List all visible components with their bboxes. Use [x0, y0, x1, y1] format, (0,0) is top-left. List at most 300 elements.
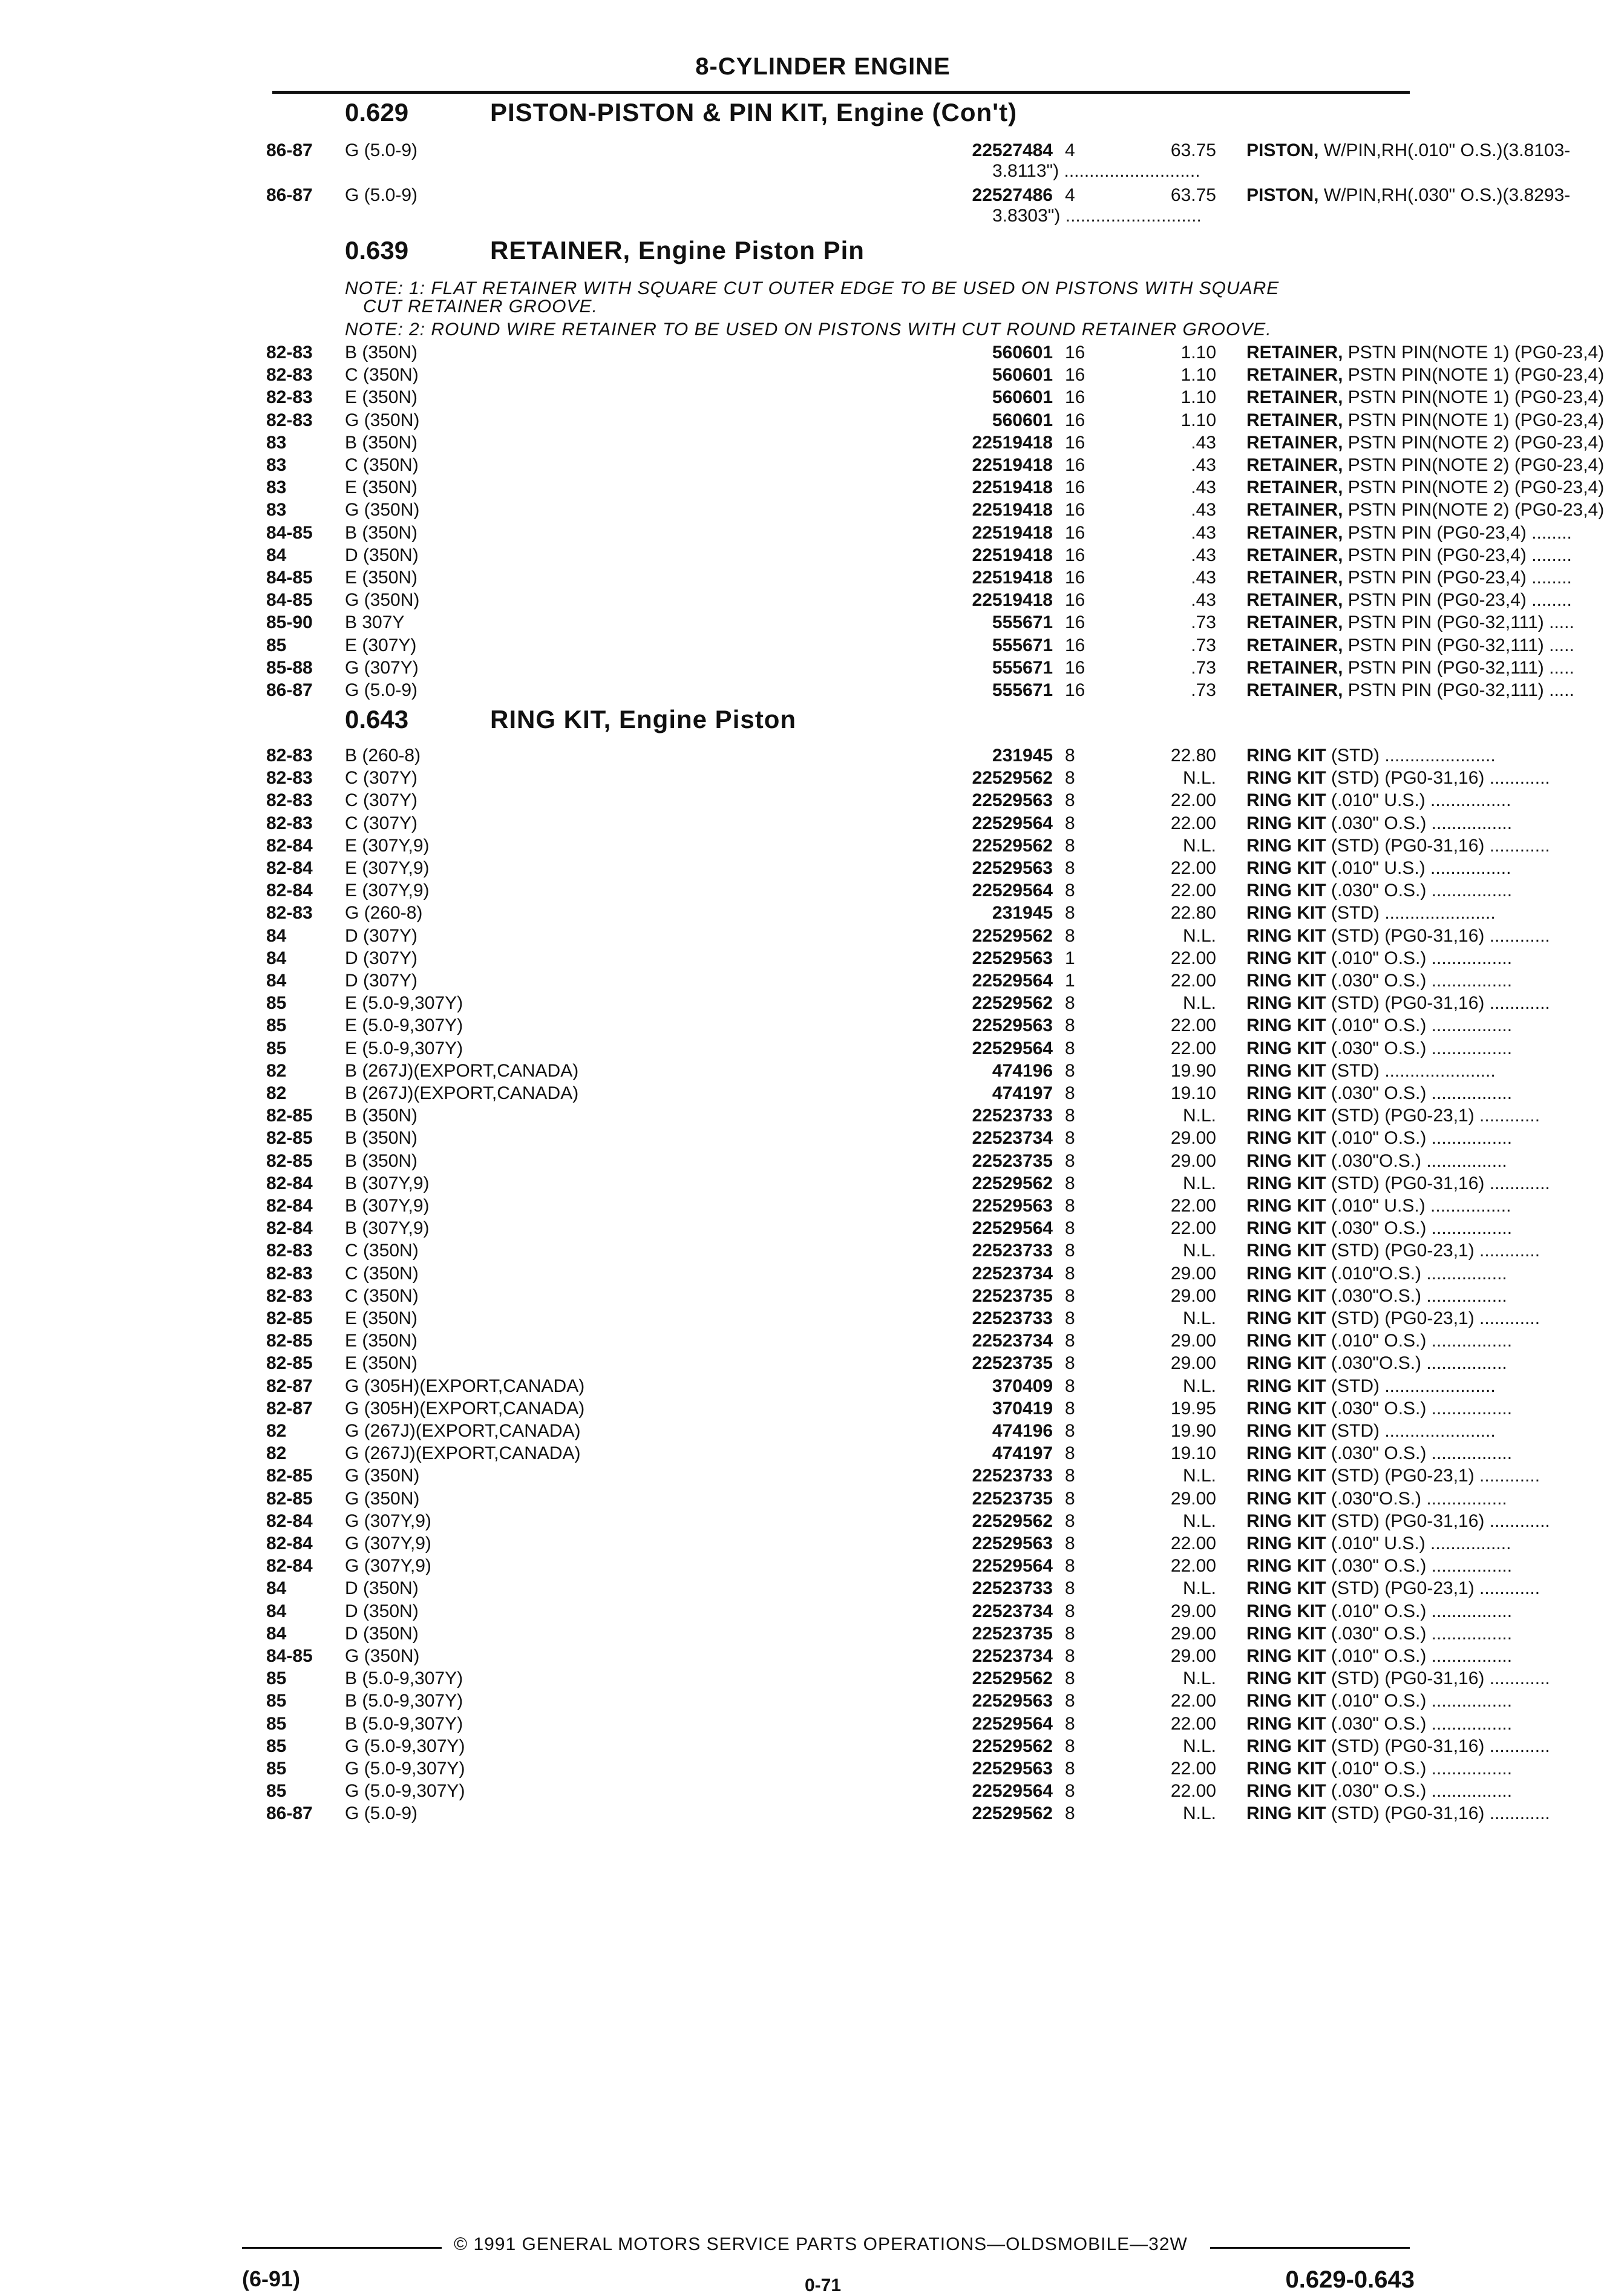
part-number: 22529562 — [972, 993, 1053, 1014]
description — [1246, 1691, 1512, 1711]
table-row — [266, 522, 1572, 545]
quantity: 8 — [1065, 1376, 1075, 1396]
part-spec: (.030"O.S.) ................ — [1326, 1150, 1507, 1171]
quantity: 8 — [1065, 1556, 1075, 1576]
quantity: 8 — [1065, 881, 1075, 901]
part-number: 22529563 — [972, 1196, 1053, 1216]
part-name: RING KIT — [1246, 1421, 1326, 1441]
part-spec: (.030" O.S.) ................ — [1326, 1556, 1513, 1576]
price: 22.00 — [1170, 881, 1216, 901]
model-engine: G (350N) — [345, 410, 420, 430]
table-row — [266, 1398, 1513, 1421]
description — [1246, 635, 1574, 656]
quantity: 8 — [1065, 1578, 1075, 1599]
part-number: 22519418 — [972, 522, 1053, 543]
price: 29.00 — [1170, 1128, 1216, 1149]
description — [1246, 1286, 1507, 1307]
description-continued: 3.8113") ........................... — [992, 161, 1200, 181]
price: 22.00 — [1170, 1781, 1216, 1802]
description — [1246, 1399, 1512, 1419]
description — [1246, 813, 1512, 834]
part-name: RING KIT — [1246, 1556, 1326, 1576]
description — [1246, 1601, 1512, 1622]
part-name: RING KIT — [1246, 1038, 1326, 1058]
model-engine: E (350N) — [345, 568, 418, 588]
price: 22.00 — [1170, 1015, 1216, 1036]
description — [1246, 1173, 1550, 1194]
part-number: 560601 — [992, 410, 1053, 430]
part-name: RING KIT — [1246, 903, 1326, 923]
table-row — [266, 1060, 1496, 1083]
part-spec: (.010" U.S.) ................ — [1326, 1533, 1511, 1553]
model-engine: D (307Y) — [345, 948, 418, 968]
part-spec: (STD) (PG0-23,1) ............ — [1326, 1106, 1540, 1126]
description — [1246, 1218, 1512, 1239]
model-year: 82-84 — [266, 835, 313, 856]
model-year: 84 — [266, 1578, 287, 1599]
part-number: 555671 — [992, 612, 1053, 633]
model-engine: E (307Y,9) — [345, 881, 430, 901]
model-engine: B (350N) — [345, 1106, 418, 1126]
model-year: 86-87 — [266, 680, 313, 700]
model-engine: C (307Y) — [345, 768, 418, 789]
price: .43 — [1191, 432, 1216, 453]
price: 29.00 — [1170, 1285, 1216, 1306]
quantity: 8 — [1065, 1196, 1075, 1216]
table-row — [266, 971, 1513, 993]
part-number: 22523733 — [972, 1308, 1053, 1328]
quantity: 8 — [1065, 1038, 1075, 1058]
description — [1246, 387, 1604, 408]
part-name: RING KIT — [1246, 858, 1326, 878]
description — [1246, 1668, 1550, 1689]
table-row — [266, 387, 1604, 410]
model-year: 84 — [266, 545, 287, 565]
model-engine: G (5.0-9) — [345, 1803, 418, 1824]
table-row — [266, 1803, 1550, 1826]
part-name: RING KIT — [1246, 1713, 1326, 1734]
part-spec: PSTN PIN(NOTE 1) (PG0-23,4) — [1343, 365, 1604, 385]
part-number: 22529562 — [972, 1803, 1053, 1824]
part-name: RING KIT — [1246, 1646, 1326, 1666]
part-spec: (.030" O.S.) ................ — [1326, 971, 1513, 991]
table-row — [266, 1533, 1511, 1556]
table-row — [266, 881, 1513, 903]
part-spec: PSTN PIN(NOTE 1) (PG0-23,4) — [1343, 387, 1604, 408]
section-number: 0.639 — [345, 236, 409, 264]
description — [1246, 971, 1512, 991]
model-engine: B (307Y,9) — [345, 1218, 430, 1239]
page-header-title: 8-CYLINDER ENGINE — [695, 53, 951, 80]
model-year: 82-85 — [266, 1331, 313, 1351]
part-spec: (STD) ...................... — [1326, 903, 1496, 923]
part-number: 22523733 — [972, 1466, 1053, 1486]
price: .43 — [1191, 500, 1216, 520]
table-row — [266, 1106, 1540, 1128]
part-name: RETAINER, — [1246, 365, 1343, 385]
price: 29.00 — [1170, 1601, 1216, 1621]
part-number: 231945 — [992, 746, 1053, 766]
model-engine: G (305H)(EXPORT,CANADA) — [345, 1398, 585, 1419]
part-number: 22519418 — [972, 500, 1053, 520]
part-number: 22523735 — [972, 1150, 1053, 1171]
part-name: RING KIT — [1246, 1083, 1326, 1103]
price: 22.00 — [1170, 1196, 1216, 1216]
description — [1246, 1241, 1540, 1261]
price: N.L. — [1182, 993, 1216, 1014]
part-number: 474196 — [992, 1060, 1053, 1081]
table-row — [266, 410, 1604, 433]
table-row — [266, 185, 1571, 208]
model-year: 82-83 — [266, 365, 313, 385]
description — [1246, 1781, 1512, 1802]
model-engine: G (5.0-9,307Y) — [345, 1736, 465, 1756]
description — [1246, 477, 1604, 498]
table-row — [266, 680, 1574, 703]
model-year: 82-84 — [266, 1533, 313, 1553]
part-number: 555671 — [992, 680, 1053, 700]
model-year: 84 — [266, 948, 287, 968]
description — [1246, 903, 1496, 923]
part-name: RING KIT — [1246, 1736, 1326, 1756]
table-row — [266, 746, 1496, 768]
model-engine: G (350N) — [345, 1466, 420, 1486]
part-number: 22529562 — [972, 1173, 1053, 1193]
part-spec: (.030" O.S.) ................ — [1326, 813, 1513, 833]
part-name: RETAINER, — [1246, 343, 1343, 362]
description — [1246, 836, 1550, 856]
price: 22.00 — [1170, 971, 1216, 991]
part-number: 22529563 — [972, 1533, 1053, 1553]
quantity: 16 — [1065, 657, 1085, 678]
note-2: NOTE: 2: ROUND WIRE RETAINER TO BE USED ON PISTONS WITH CUT ROUND RETAINER GROOVE. — [345, 320, 1272, 339]
footer-section-range: 0.629-0.643 — [1285, 2266, 1415, 2293]
part-spec: PSTN PIN(NOTE 2) (PG0-23,4) — [1343, 455, 1604, 475]
table-row — [266, 1556, 1513, 1578]
part-number: 22529563 — [972, 1759, 1053, 1779]
price: N.L. — [1182, 1668, 1216, 1689]
table-row — [266, 590, 1572, 612]
part-name: RING KIT — [1246, 1218, 1326, 1239]
description — [1246, 1331, 1512, 1351]
part-spec: (STD) ...................... — [1326, 1421, 1496, 1441]
model-engine: D (350N) — [345, 1578, 419, 1599]
part-spec: PSTN PIN(NOTE 2) (PG0-23,4) — [1343, 500, 1604, 520]
model-engine: C (307Y) — [345, 790, 418, 811]
part-number: 22529563 — [972, 1015, 1053, 1036]
description — [1246, 545, 1572, 566]
description — [1246, 1015, 1512, 1036]
part-spec: (.010" O.S.) ................ — [1326, 1759, 1513, 1779]
part-number: 22529564 — [972, 1713, 1053, 1734]
model-year: 82-83 — [266, 343, 313, 362]
model-engine: E (350N) — [345, 1331, 418, 1351]
part-name: RETAINER, — [1246, 680, 1343, 700]
price: .73 — [1191, 657, 1216, 678]
footer-date: (6-91) — [242, 2266, 301, 2291]
model-year: 82-83 — [266, 903, 313, 923]
description — [1246, 433, 1604, 453]
model-year: 85 — [266, 1781, 287, 1802]
part-name: RING KIT — [1246, 1263, 1326, 1284]
model-engine: B (350N) — [345, 432, 418, 453]
price: N.L. — [1182, 835, 1216, 856]
description — [1246, 1803, 1550, 1824]
quantity: 8 — [1065, 1173, 1075, 1193]
table-row — [266, 1331, 1513, 1353]
model-year: 86-87 — [266, 1803, 313, 1824]
table-row — [266, 1263, 1507, 1286]
quantity: 8 — [1065, 1421, 1075, 1441]
model-engine: D (350N) — [345, 545, 419, 565]
description — [1246, 1308, 1540, 1329]
quantity: 8 — [1065, 1759, 1075, 1779]
part-name: RETAINER, — [1246, 590, 1343, 611]
price: .43 — [1191, 522, 1216, 543]
part-spec: (STD) (PG0-31,16) ............ — [1326, 1736, 1550, 1756]
part-name: RING KIT — [1246, 1488, 1326, 1509]
quantity: 8 — [1065, 1713, 1075, 1734]
description — [1246, 1736, 1550, 1757]
table-row — [266, 1646, 1513, 1668]
model-engine: G (5.0-9,307Y) — [345, 1781, 465, 1802]
quantity: 16 — [1065, 365, 1085, 385]
part-number: 22529564 — [972, 1038, 1053, 1058]
part-number: 474196 — [992, 1421, 1053, 1441]
footer-copyright: © 1991 GENERAL MOTORS SERVICE PARTS OPERATIONS—OLDSMOBILE—32W — [454, 2234, 1188, 2254]
quantity: 8 — [1065, 1218, 1075, 1239]
description — [1246, 768, 1550, 789]
table-row — [266, 948, 1513, 971]
model-year: 85 — [266, 1668, 287, 1689]
price: N.L. — [1182, 1510, 1216, 1531]
model-engine: C (307Y) — [345, 813, 418, 833]
part-spec: W/PIN,RH(.030" O.S.)(3.8293- — [1318, 185, 1571, 205]
description — [1246, 343, 1604, 363]
quantity: 8 — [1065, 1015, 1075, 1036]
description — [1246, 590, 1572, 611]
quantity: 8 — [1065, 1803, 1075, 1824]
part-spec: (STD) (PG0-31,16) ............ — [1326, 1668, 1550, 1689]
description — [1246, 1714, 1512, 1734]
part-name: RING KIT — [1246, 1285, 1326, 1306]
part-number: 22529564 — [972, 881, 1053, 901]
model-year: 82-85 — [266, 1106, 313, 1126]
price: N.L. — [1182, 768, 1216, 789]
model-year: 84-85 — [266, 1646, 313, 1666]
part-name: RETAINER, — [1246, 522, 1343, 543]
price: 22.80 — [1170, 903, 1216, 923]
footer-rule-left — [242, 2247, 442, 2249]
part-number: 474197 — [992, 1083, 1053, 1103]
price: 1.10 — [1180, 387, 1216, 408]
model-engine: D (350N) — [345, 1623, 419, 1644]
table-row — [266, 1285, 1507, 1308]
part-spec: (STD) (PG0-31,16) ............ — [1326, 835, 1550, 856]
table-row — [266, 1713, 1513, 1736]
price: N.L. — [1182, 1173, 1216, 1193]
model-engine: B (350N) — [345, 1128, 418, 1149]
table-row — [266, 1443, 1513, 1466]
quantity: 8 — [1065, 993, 1075, 1014]
table-row — [266, 1691, 1513, 1713]
description — [1246, 1106, 1540, 1126]
price: 19.90 — [1170, 1060, 1216, 1081]
description — [1246, 365, 1604, 385]
part-name: RING KIT — [1246, 1781, 1326, 1802]
part-name: RING KIT — [1246, 1331, 1326, 1351]
part-spec: (.030" O.S.) ................ — [1326, 1398, 1513, 1419]
quantity: 1 — [1065, 948, 1075, 968]
quantity: 16 — [1065, 545, 1085, 565]
price: 22.00 — [1170, 1556, 1216, 1576]
quantity: 8 — [1065, 768, 1075, 789]
quantity: 8 — [1065, 1488, 1075, 1509]
part-number: 22527484 — [972, 140, 1053, 160]
price: 22.00 — [1170, 1218, 1216, 1239]
part-spec: (.030"O.S.) ................ — [1326, 1285, 1507, 1306]
price: .43 — [1191, 568, 1216, 588]
table-row — [266, 635, 1574, 658]
model-year: 82-84 — [266, 858, 313, 878]
part-name: RING KIT — [1246, 1128, 1326, 1149]
table-row — [266, 657, 1574, 680]
description — [1246, 410, 1604, 431]
part-spec: (.010" O.S.) ................ — [1326, 1015, 1513, 1036]
table-row — [266, 455, 1604, 477]
price: N.L. — [1182, 1736, 1216, 1756]
model-engine: G (260-8) — [345, 903, 423, 923]
section-heading-0629 — [266, 98, 1476, 132]
price: N.L. — [1182, 1578, 1216, 1599]
model-engine: C (350N) — [345, 455, 419, 475]
quantity: 8 — [1065, 1466, 1075, 1486]
model-engine: B (5.0-9,307Y) — [345, 1668, 463, 1689]
description — [1246, 1489, 1507, 1509]
part-number: 22529563 — [972, 858, 1053, 878]
model-engine: G (307Y,9) — [345, 1533, 431, 1553]
price: .73 — [1191, 612, 1216, 633]
model-year: 85 — [266, 1038, 287, 1058]
model-engine: G (307Y,9) — [345, 1510, 431, 1531]
model-engine: E (350N) — [345, 1308, 418, 1328]
part-spec: (STD) (PG0-23,1) ............ — [1326, 1578, 1540, 1599]
description — [1246, 1264, 1507, 1284]
model-year: 85 — [266, 1015, 287, 1036]
quantity: 8 — [1065, 1623, 1075, 1644]
model-engine: C (350N) — [345, 365, 419, 385]
price: 22.00 — [1170, 1038, 1216, 1058]
model-engine: B (307Y,9) — [345, 1173, 430, 1193]
part-number: 22523734 — [972, 1601, 1053, 1621]
part-number: 555671 — [992, 657, 1053, 678]
part-number: 22529564 — [972, 1781, 1053, 1802]
price: .73 — [1191, 680, 1216, 700]
part-number: 474197 — [992, 1443, 1053, 1464]
quantity: 8 — [1065, 1601, 1075, 1621]
description — [1246, 1196, 1511, 1216]
model-year: 82-84 — [266, 1556, 313, 1576]
model-year: 85 — [266, 1713, 287, 1734]
part-spec: (STD) (PG0-23,1) ............ — [1326, 1308, 1540, 1328]
description — [1246, 455, 1604, 476]
part-name: RING KIT — [1246, 1173, 1326, 1193]
model-year: 82 — [266, 1421, 287, 1441]
part-name: RING KIT — [1246, 1015, 1326, 1036]
part-number: 560601 — [992, 343, 1053, 362]
price: 22.00 — [1170, 1713, 1216, 1734]
part-number: 22523733 — [972, 1241, 1053, 1261]
model-year: 82-85 — [266, 1128, 313, 1149]
description-continued: 3.8303") ........................... — [992, 206, 1202, 226]
part-number: 560601 — [992, 387, 1053, 408]
model-year: 82-85 — [266, 1308, 313, 1328]
price: 1.10 — [1180, 365, 1216, 385]
description — [1246, 1646, 1512, 1667]
model-engine: C (350N) — [345, 1263, 419, 1284]
model-engine: D (350N) — [345, 1601, 419, 1621]
price: .43 — [1191, 545, 1216, 565]
model-year: 85 — [266, 993, 287, 1014]
part-number: 22519418 — [972, 477, 1053, 498]
model-year: 82 — [266, 1083, 287, 1103]
description — [1246, 858, 1511, 879]
part-spec: (.010"O.S.) ................ — [1326, 1263, 1507, 1284]
quantity: 8 — [1065, 1285, 1075, 1306]
price: N.L. — [1182, 1308, 1216, 1328]
model-year: 82-83 — [266, 746, 313, 766]
part-name: RING KIT — [1246, 1510, 1326, 1531]
model-engine: G (350N) — [345, 1646, 420, 1666]
price: 22.00 — [1170, 948, 1216, 968]
price: 22.00 — [1170, 1759, 1216, 1779]
table-row — [266, 1466, 1540, 1488]
price: 19.10 — [1170, 1083, 1216, 1103]
part-name: RING KIT — [1246, 925, 1326, 946]
description — [1246, 1421, 1496, 1442]
model-year: 82-84 — [266, 1218, 313, 1239]
description — [1246, 1624, 1512, 1644]
part-name: RING KIT — [1246, 1443, 1326, 1464]
model-engine: B (267J)(EXPORT,CANADA) — [345, 1060, 579, 1081]
part-number: 22529562 — [972, 1736, 1053, 1756]
part-spec: (STD) (PG0-31,16) ............ — [1326, 1510, 1550, 1531]
part-number: 22529564 — [972, 813, 1053, 833]
model-engine: G (5.0-9) — [345, 680, 418, 700]
part-name: RING KIT — [1246, 768, 1326, 789]
description — [1246, 1376, 1496, 1397]
part-spec: PSTN PIN (PG0-32,111) ..... — [1343, 657, 1574, 678]
table-row — [266, 813, 1513, 836]
quantity: 8 — [1065, 1308, 1075, 1328]
part-spec: (.030"O.S.) ................ — [1326, 1353, 1507, 1374]
table-row — [266, 768, 1550, 790]
model-engine: E (307Y) — [345, 635, 417, 655]
table-row — [266, 545, 1572, 568]
model-year: 82-83 — [266, 410, 313, 430]
price: 22.00 — [1170, 813, 1216, 833]
model-year: 82-83 — [266, 387, 313, 408]
quantity: 8 — [1065, 835, 1075, 856]
part-name: RING KIT — [1246, 1668, 1326, 1689]
quantity: 8 — [1065, 1083, 1075, 1103]
quantity: 16 — [1065, 590, 1085, 611]
table-row — [266, 1601, 1513, 1624]
price: 29.00 — [1170, 1150, 1216, 1171]
quantity: 8 — [1065, 1128, 1075, 1149]
part-spec: (.010" O.S.) ................ — [1326, 1646, 1513, 1666]
description — [1246, 500, 1604, 520]
